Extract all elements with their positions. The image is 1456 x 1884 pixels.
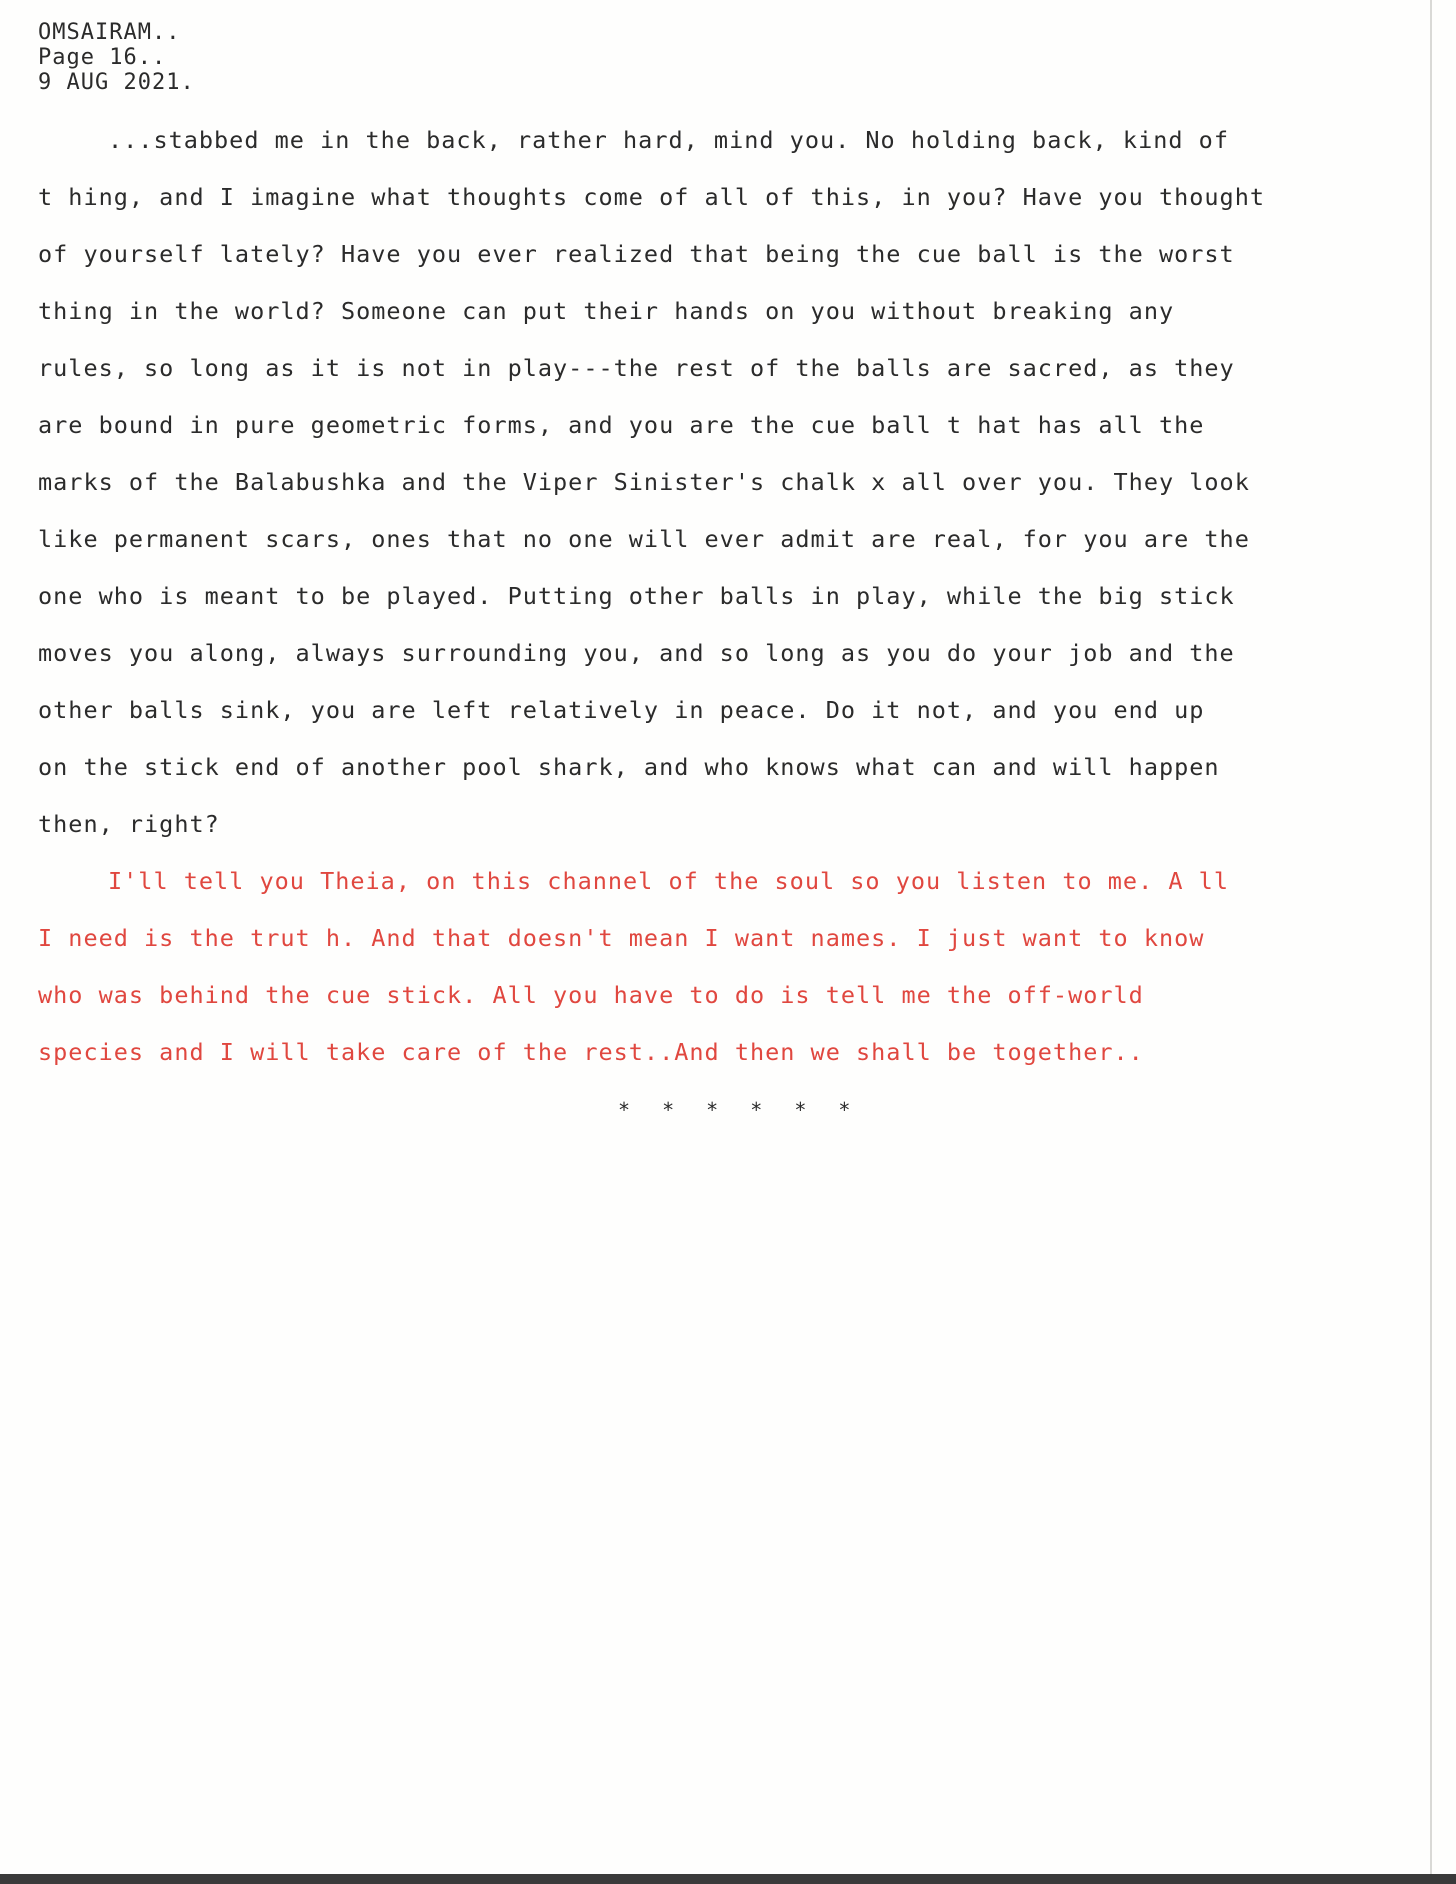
text-line: one who is meant to be played. Putting other balls in play, while the big stick — [38, 582, 1235, 610]
text-line: thing in the world? Someone can put their hands on you without breaking any — [38, 297, 1175, 325]
header-page-number: Page 16.. — [38, 45, 167, 70]
page-edge-bottom — [0, 1874, 1456, 1884]
text-line-red: I need is the trut h. And that doesn't mean I want names. I just want to know — [38, 924, 1205, 952]
text-line: on the stick end of another pool shark, and who knows what can and will happen — [38, 753, 1220, 781]
text-line: marks of the Balabushka and the Viper Sinister's chalk x all over you. They look — [38, 468, 1250, 496]
text-line-red: who was behind the cue stick. All you have to do is tell me the off-world — [38, 981, 1144, 1009]
page-edge-right — [1430, 0, 1432, 1884]
text-line: like permanent scars, ones that no one will ever admit are real, for you are the — [38, 525, 1250, 553]
header-title: OMSAIRAM.. — [38, 20, 181, 45]
text-line: are bound in pure geometric forms, and you are the cue ball t hat has all the — [38, 411, 1205, 439]
text-line-red: I'll tell you Theia, on this channel of the soul so you listen to me. A ll — [108, 867, 1229, 895]
text-line: ...stabbed me in the back, rather hard, mind you. No holding back, kind of — [108, 126, 1229, 154]
page-header — [38, 20, 195, 95]
paragraph-black — [38, 112, 1428, 853]
text-line: rules, so long as it is not in play---the rest of the balls are sacred, as they — [38, 354, 1235, 382]
text-line: then, right? — [38, 810, 220, 838]
text-line-red: species and I will take care of the rest..And then we shall be together.. — [38, 1038, 1144, 1066]
paragraph-red — [38, 853, 1428, 1081]
text-line: moves you along, always surrounding you, and so long as you do your job and the — [38, 639, 1235, 667]
page-body — [38, 112, 1428, 1081]
header-date: 9 AUG 2021. — [38, 70, 195, 95]
text-line: t hing, and I imagine what thoughts come of all of this, in you? Have you thought — [38, 183, 1266, 211]
text-line: of yourself lately? Have you ever realized that being the cue ball is the worst — [38, 240, 1235, 268]
end-asterisks: * * * * * * — [618, 1098, 861, 1122]
text-line: other balls sink, you are left relatively in peace. Do it not, and you end up — [38, 696, 1205, 724]
